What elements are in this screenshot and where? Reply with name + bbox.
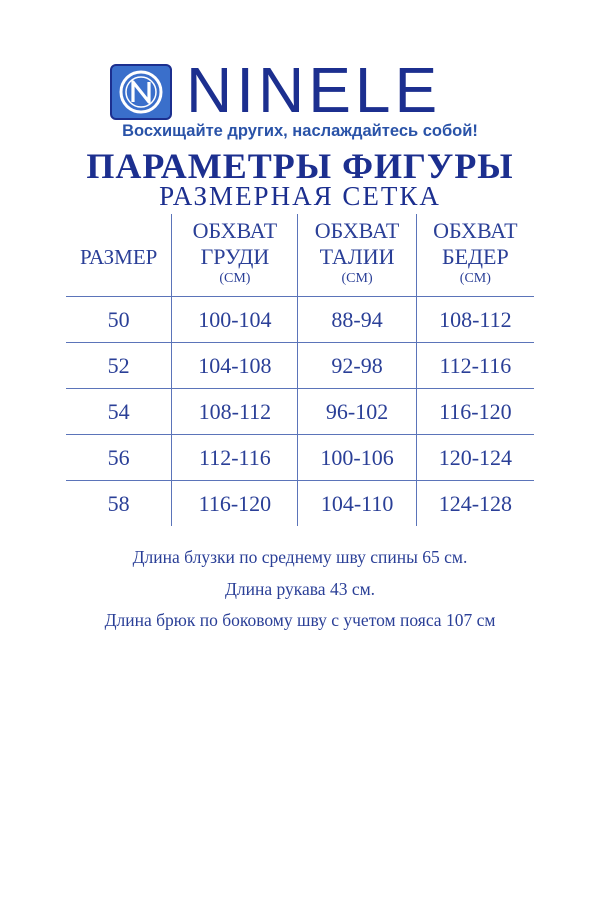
cell-chest: 104-108 (172, 343, 298, 389)
cell-waist: 96-102 (298, 389, 416, 435)
cell-waist: 100-106 (298, 435, 416, 481)
header-chest-line1: ОБХВАТ (192, 218, 278, 243)
brand-logo-icon (110, 64, 172, 120)
cell-waist: 104-110 (298, 481, 416, 527)
cell-waist: 88-94 (298, 297, 416, 343)
cell-size: 56 (66, 435, 172, 481)
header-chest-line2: ГРУДИ (200, 244, 270, 269)
cell-hips: 124-128 (416, 481, 534, 527)
header-waist-unit: (СМ) (341, 271, 373, 286)
header-size-label: РАЗМЕР (80, 244, 158, 269)
table-header-row (66, 214, 534, 297)
header-hips-line2: БЕДЕР (441, 244, 509, 269)
page-subtitle: РАЗМЕРНАЯ СЕТКА (159, 181, 441, 211)
table-row (66, 297, 534, 343)
page-title: ПАРАМЕТРЫ ФИГУРЫ (86, 146, 514, 186)
cell-chest: 100-104 (172, 297, 298, 343)
size-chart-table (66, 214, 534, 526)
cell-size: 58 (66, 481, 172, 527)
header-waist (298, 214, 416, 297)
table-row (66, 343, 534, 389)
table-row (66, 481, 534, 527)
header-waist-line1: ОБХВАТ (314, 218, 400, 243)
header-hips-line1: ОБХВАТ (433, 218, 518, 243)
note-trousers-length: Длина брюк по боковому шву с учетом пояса 107 см (104, 610, 496, 630)
header-waist-line2: ТАЛИИ (319, 244, 395, 269)
header-hips-unit: (СМ) (459, 271, 491, 286)
cell-hips: 108-112 (416, 297, 534, 343)
brand-slogan: Восхищайте других, наслаждайтесь собой! (122, 122, 478, 140)
brand-logo-letter: N (141, 118, 142, 119)
note-sleeve-length: Длина рукава 43 см. (224, 579, 376, 599)
cell-hips: 120-124 (416, 435, 534, 481)
table-row (66, 435, 534, 481)
cell-chest: 108-112 (172, 389, 298, 435)
brand-name: NINELE (186, 54, 442, 126)
header-chest-unit: (СМ) (219, 271, 251, 286)
cell-hips: 116-120 (416, 389, 534, 435)
header-chest (172, 214, 298, 297)
brand-logo (110, 54, 500, 126)
cell-size: 50 (66, 297, 172, 343)
cell-chest: 112-116 (172, 435, 298, 481)
cell-hips: 112-116 (416, 343, 534, 389)
cell-size: 54 (66, 389, 172, 435)
cell-size: 52 (66, 343, 172, 389)
table-row (66, 389, 534, 435)
header-hips (416, 214, 534, 297)
header-size (66, 214, 172, 297)
cell-waist: 92-98 (298, 343, 416, 389)
cell-chest: 116-120 (172, 481, 298, 527)
note-blouse-length: Длина блузки по среднему шву спины 65 см. (132, 547, 468, 567)
